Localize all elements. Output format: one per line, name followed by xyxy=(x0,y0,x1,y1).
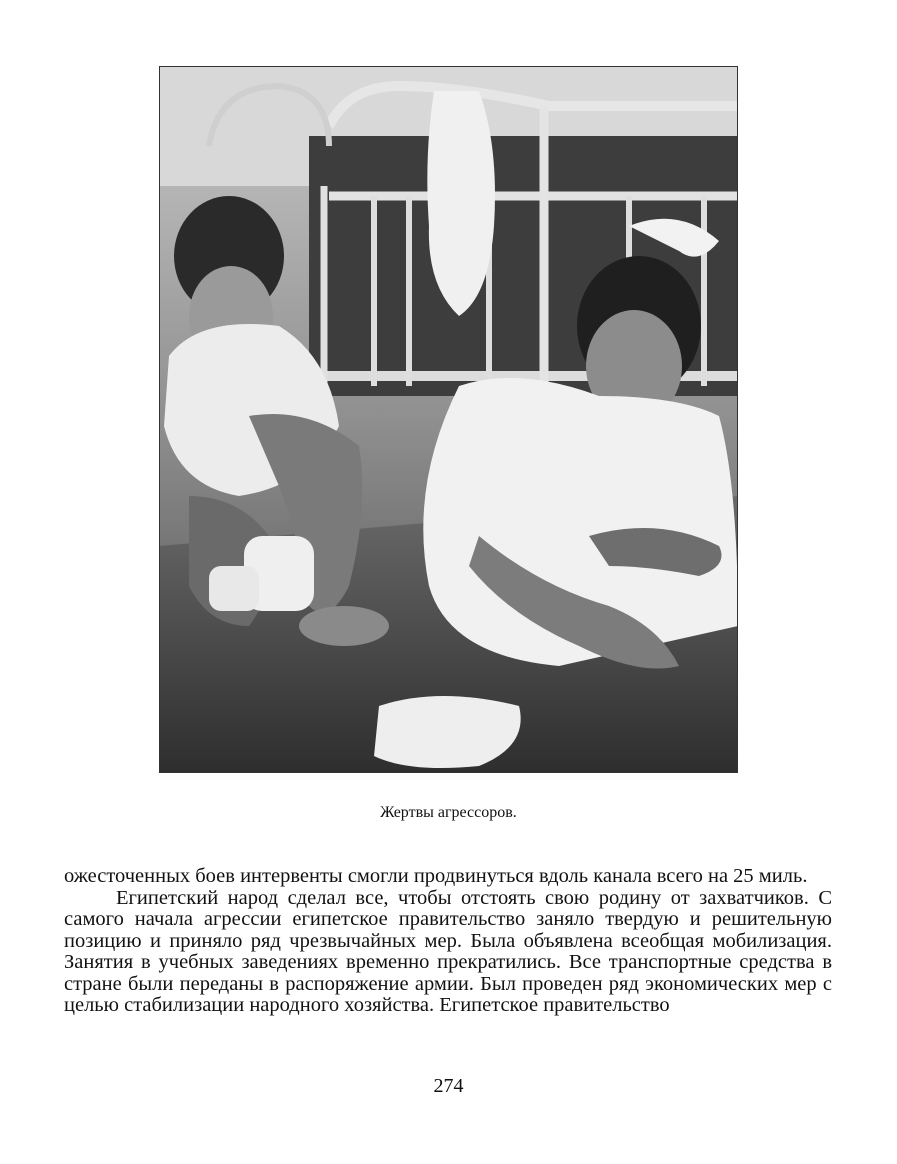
body-text xyxy=(64,866,832,1017)
paragraph-continuation: ожесточенных боев интервенты смогли продвинуться вдоль канала всего на 25 миль. xyxy=(64,865,808,887)
photo-figure xyxy=(159,66,738,773)
page-number: 274 xyxy=(433,1075,464,1097)
paragraph: Египетский народ сделал все, чтобы отстоять свою родину от захватчиков. С самого начала агрессии египетское правительство заняло твердую и решительную позицию и приняло ряд чрезвычайных мер. Была объявлена всеобщая мобилизация. Занятия в учебных заведениях временно прекратились. Все транспортные средства в стране были переданы в распоряжение армии. Был проведен ряд экономических мер с целью стабилизации народного хозяйства. Египетское правительство xyxy=(64,886,832,1016)
photo-caption: Жертвы агрессоров. xyxy=(380,804,517,821)
hospital-photo-icon xyxy=(159,66,738,773)
